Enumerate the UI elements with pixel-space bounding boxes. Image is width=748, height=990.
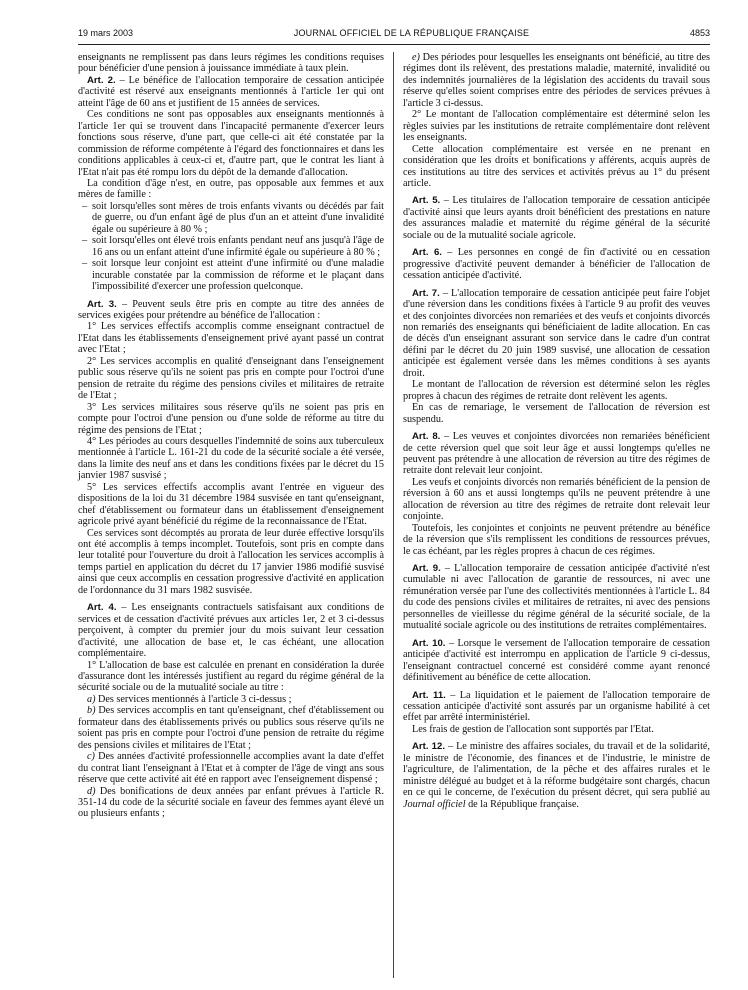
list-item: – soit lorsqu'elles sont mères de trois enfants vivants ou décédés par fait de guerre, ou d'un enfant âgé de plus d'un an et atteint d'une invalidité égale ou supérieure à 80 % ; <box>78 201 384 235</box>
article-text: – L'allocation temporaire de cessation anticipée d'activité n'est cumulable ni avec l'allocation de garantie de ressources, ni avec une rémunération versée par l'une des collectivités mentionnées à l'article L. 84 du code des pensions civiles et militaires de retraites, ni avec des pensions personnelles de vieillesse du régime général de la sécurité sociale, de la mutualité sociale agricole ou des institutions de retraites complémentaires. <box>403 563 710 632</box>
article-text: – L'allocation temporaire de cessation anticipée peut faire l'objet d'une réversion dans les conditions fixées à l'article 9 au profit des veuves et des conjointes divorcées non remariées et des veufs et conjoints divorcés non remariés des enseignants qui bénéficiaient de ladite allocation. En cas de décès d'un enseignant assurant son service dans le cadre d'un contrat défini par le décret du 20 juin 1989 susvisé, une allocation de cessation anticipée est également versée dans les mêmes conditions à ses ayants droit. <box>403 287 710 379</box>
header-date: 19 mars 2003 <box>78 28 134 38</box>
article-text: – Le ministre des affaires sociales, du travail et de la solidarité, le ministre de l'économie, des finances et de l'industrie, le ministre de l'agriculture, de l'alimentation, de la pêche et des affaires rurales et le ministre délégué au budget et à la réforme budgétaire sont chargés, chacun en ce qui le concerne, de l'exécution du présent décret, qui sera publié au <box>403 741 710 799</box>
paragraph: Ces services sont décomptés au prorata de leur durée effective lorsqu'ils ont été accomplis à temps incomplet. Toutefois, sont pris en compte dans leur totalité pour l'ouverture du droit à l'allocation les services accomplis à temps partiel en application du décret du 17 janvier 1986 modifié susvisé ainsi que ceux accomplis en cessation progressive d'activité en application de l'ordonnance du 31 mars 1982 susvisée. <box>78 527 384 596</box>
list-item <box>78 751 384 785</box>
item-letter: d) <box>87 785 96 797</box>
list-item: 5° Les services effectifs accomplis avant l'entrée en vigueur des dispositions de la loi du 31 décembre 1984 susvisée en tant qu'enseignant, chef d'établissement ou formateur dans un établissement d'enseignement agricole privé ayant bénéficié du régime de la reconnaissance de l'Etat. <box>78 481 384 528</box>
text-columns <box>78 52 710 978</box>
page-header <box>78 22 710 45</box>
article-label: Art. 9. <box>412 563 441 575</box>
item-letter: a) <box>87 693 96 705</box>
article-4 <box>78 602 384 659</box>
list-item <box>78 786 384 820</box>
right-column <box>394 52 710 978</box>
journal-name: Journal officiel <box>403 798 466 810</box>
article-label: Art. 5. <box>412 195 441 207</box>
paragraph: Toutefois, les conjointes et conjoints ne peuvent prétendre au bénéfice de la réversion que s'ils remplissent les conditions de ressources prévues, le cas échéant, par les règles propres à chacun de ces régimes. <box>403 522 710 557</box>
article-7 <box>403 288 710 380</box>
list-item <box>78 694 384 705</box>
item-text: Des bonifications de deux années par enfant prévues à l'article R. 351-14 du code de la sécurité sociale en faveur des femmes ayant élevé un ou plusieurs enfants ; <box>78 785 384 820</box>
article-label: Art. 10. <box>412 637 446 649</box>
list-item: 3° Les services militaires sous réserve qu'ils ne soient pas pris en compte pour l'octroi d'une pension ou d'une solde de réforme au titre du régime des pensions de l'Etat ; <box>78 401 384 436</box>
header-title: JOURNAL OFFICIEL DE LA RÉPUBLIQUE FRANÇAISE <box>293 28 530 38</box>
article-label: Art. 4. <box>87 602 117 614</box>
item-text: Des années d'activité professionnelle accomplies avant la date d'effet du contrat liant l'enseignant à l'Etat et à compter de l'âge de vingt ans sous réserve que cette activité ait été en rapport avec l'enseignement dispensé ; <box>78 751 384 786</box>
list-item <box>403 52 710 109</box>
article-text: – Les enseignants contractuels satisfaisant aux conditions de services et de cessation d'activité prévues aux articles 1er, 2 et 3 ci-dessus perçoivent, à compter du premier jour du mois suivant leur cessation d'activité, une allocation de base et, le cas échéant, une allocation complémentaire. <box>78 602 384 660</box>
paragraph: 2° Le montant de l'allocation complémentaire est déterminé selon les règles suivies par les institutions de retraite complémentaire dont relèvent les enseignants. <box>403 109 710 144</box>
article-text: – Peuvent seuls être pris en compte au titre des années de services exigées pour prétendre au bénéfice de l'allocation : <box>78 298 384 321</box>
list-item: 2° Les services accomplis en qualité d'enseignant dans l'enseignement public sous réserve qu'ils ne soient pas pris en compte pour l'octroi d'une pension de retraite du régime des pensions civiles et militaires de retraite de l'Etat ; <box>78 355 384 402</box>
article-label: Art. 11. <box>412 689 446 701</box>
paragraph: enseignants ne remplissent pas dans leurs régimes les conditions requises pour bénéficier d'une pension à jouissance immédiate à taux plein. <box>78 52 384 75</box>
left-column <box>78 52 394 978</box>
item-letter: b) <box>87 705 96 717</box>
paragraph: Les frais de gestion de l'allocation sont supportés par l'Etat. <box>412 723 654 735</box>
article-3 <box>78 299 384 322</box>
article-11 <box>403 690 710 724</box>
article-5 <box>403 195 710 241</box>
article-8 <box>403 431 710 477</box>
article-label: Art. 12. <box>412 741 445 753</box>
article-text: – Les titulaires de l'allocation temporaire de cessation anticipée d'activité ainsi que leurs ayants droit bénéficient des prestations en nature des assurances maladie et maternité du régime général de la sécurité sociale ou de la mutualité sociale agricole. <box>403 195 710 241</box>
article-text: – La liquidation et le paiement de l'allocation temporaire de cessation anticipée d'activité sont assurés par un organisme habilité à cet effet par arrêté interministériel. <box>403 689 710 724</box>
item-text: Des services accomplis en tant qu'enseignant, chef d'établissement ou formateur dans des établissements privés ou publics sous réserve qu'ils ne soient pas pris en compte pour l'octroi d'une pension de retraite du régime des pensions civiles et militaires de l'Etat ; <box>78 705 384 751</box>
article-9 <box>403 563 710 632</box>
list-item: – soit lorsqu'elles ont élevé trois enfants pendant neuf ans jusqu'à l'âge de 16 ans ou un enfant atteint d'une infirmité égale ou supérieure à 80 % ; <box>78 235 384 258</box>
paragraph: En cas de remariage, le versement de l'allocation de réversion est suspendu. <box>403 402 710 425</box>
article-label: Art. 7. <box>412 287 440 299</box>
article-text: – Les personnes en congé de fin d'activité ou en cessation progressive d'activité peuvent demander à bénéficier de l'allocation de cessation anticipée d'activité. <box>403 247 710 282</box>
item-text: Des périodes pour lesquelles les enseignants ont bénéficié, au titre des régimes dont ils relèvent, des prestations maladie, maternité, invalidité ou des indemnités journalières de la législation des accidents du travail sous réserve qu'elles soient comprises entre des périodes de services prévues à l'article 3 ci-dessus. <box>403 52 710 109</box>
list-item: – soit lorsque leur conjoint est atteint d'une infirmité ou d'une maladie incurable constatée par la commission de réforme et le plaçant dans l'impossibilité d'exercer une profession quelconque. <box>78 258 384 292</box>
article-text: – Les veuves et conjointes divorcées non remariées bénéficient de cette réversion quel que soit leur âge et aussi longtemps qu'elles ne peuvent pas prétendre à une allocation de réversion au titre des régimes de retraite dont relevait leur conjoint. <box>403 431 710 477</box>
list-item <box>78 705 384 751</box>
conditions-list <box>78 201 384 293</box>
paragraph: 1° L'allocation de base est calculée en prenant en considération la durée d'assurance dont les intéressés justifient au regard du régime général de la sécurité sociale ou de la mutualité sociale au titre : <box>78 659 384 694</box>
item-letter: e) <box>412 52 420 63</box>
list-item: 4° Les périodes au cours desquelles l'indemnité de soins aux tuberculeux mentionnée à l'article L. 161-21 du code de la sécurité sociale a été versée, dans la limite des neuf ans et dans les conditions fixées par le décret du 15 janvier 1987 susvisé ; <box>78 435 384 482</box>
article-label: Art. 3. <box>87 298 117 310</box>
article-text: – Le bénéfice de l'allocation temporaire de cessation anticipée d'activité est réservé aux enseignants mentionnés à l'article 1er qui ont atteint l'âge de 60 ans et justifient de 15 années de services. <box>78 74 384 109</box>
article-12 <box>403 741 710 810</box>
paragraph: Cette allocation complémentaire est versée en ne prenant en considération que les droits et bonifications y afférents, acquis auprès de ces institutions au titre des services et activités prévus au 1° du présent article. <box>403 143 710 189</box>
header-page-number: 4853 <box>689 28 710 38</box>
paragraph: Le montant de l'allocation de réversion est déterminé selon les règles propres à chacun des régimes de retraite dont relèvent les agents. <box>403 379 710 402</box>
paragraph: La condition d'âge n'est, en outre, pas opposable aux femmes et aux mères de famille : <box>78 177 384 201</box>
article-text-end: de la République française. <box>465 798 579 810</box>
article-2 <box>78 75 384 109</box>
item-letter: c) <box>87 751 95 763</box>
article-label: Art. 8. <box>412 431 441 443</box>
article-label: Art. 6. <box>412 247 442 259</box>
article-10 <box>403 638 710 684</box>
list-item: 1° Les services effectifs accomplis comme enseignant contractuel de l'Etat dans les établissements d'enseignement privé ayant passé un contrat avec l'Etat ; <box>78 321 384 356</box>
article-6 <box>403 247 710 281</box>
article-label: Art. 2. <box>87 74 116 86</box>
paragraph: Les veufs et conjoints divorcés non remariés bénéficient de la pension de réversion à 60 ans et aussi longtemps qu'ils ne peuvent prétendre à une allocation de réversion au titre des régimes de retraite dont relevait leur conjointe. <box>403 476 710 523</box>
paragraph: Ces conditions ne sont pas opposables aux enseignants mentionnés à l'article 1er qui se trouvent dans l'incapacité permanente d'exercer leurs fonctions sous réserve, d'une part, que celle-ci ait été constatée par la commission de réforme compétente à l'égard des fonctionnaires et dans les conditions applicables à ceux-ci et, d'autre part, que le contrat les liant à l'Etat n'ait pas été rompu lors du dépôt de la demande d'allocation. <box>78 109 384 178</box>
article-text: – Lorsque le versement de l'allocation temporaire de cessation anticipée d'activité est interrompu en application de l'article 9 ci-dessus, l'enseignant contractuel concerné est considéré comme ayant renoncé définitivement au bénéfice de cette allocation. <box>403 637 710 684</box>
item-text: Des services mentionnés à l'article 3 ci-dessus ; <box>95 693 292 705</box>
